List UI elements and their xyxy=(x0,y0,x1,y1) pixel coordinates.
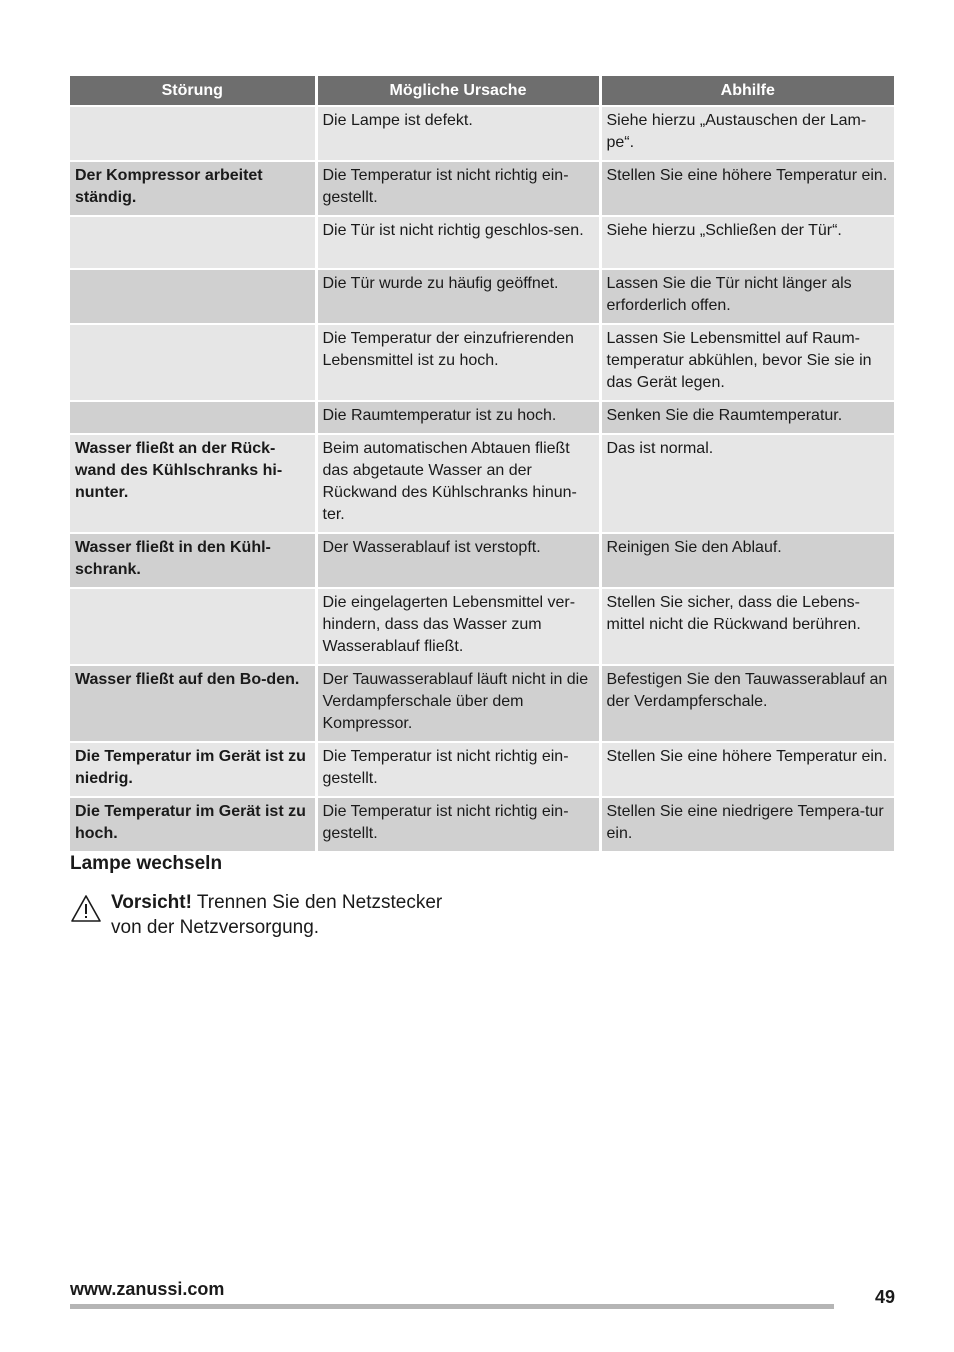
remedy-cell: Siehe hierzu „Schließen der Tür“. xyxy=(600,216,894,269)
footer-divider xyxy=(70,1304,834,1309)
table-row xyxy=(70,797,894,851)
cause-cell: Der Tauwasserablauf läuft nicht in die Verdampferschale über dem Kompressor. xyxy=(316,665,600,742)
table-row xyxy=(70,588,894,665)
remedy-cell: Stellen Sie eine höhere Temperatur ein. xyxy=(600,161,894,216)
table-row xyxy=(70,742,894,797)
page-number: 49 xyxy=(874,1287,895,1307)
cause-cell: Die Temperatur der einzufrierenden Lebensmittel ist zu hoch. xyxy=(316,324,600,401)
problem-cell: Die Temperatur im Gerät ist zu niedrig. xyxy=(70,742,316,797)
problem-cell xyxy=(70,324,316,401)
cause-cell: Die Tür ist nicht richtig geschlos-sen. xyxy=(316,216,600,269)
problem-cell xyxy=(70,106,316,161)
cause-cell: Die Temperatur ist nicht richtig ein-gestellt. xyxy=(316,742,600,797)
problem-cell: Die Temperatur im Gerät ist zu hoch. xyxy=(70,797,316,851)
table-row xyxy=(70,106,894,161)
remedy-cell: Siehe hierzu „Austauschen der Lam-pe“. xyxy=(600,106,894,161)
header-stoerung: Störung xyxy=(70,76,316,106)
remedy-cell: Stellen Sie sicher, dass die Lebens-mittel nicht die Rückwand berühren. xyxy=(600,588,894,665)
problem-cell xyxy=(70,401,316,434)
table-row xyxy=(70,216,894,269)
table-row xyxy=(70,269,894,324)
table-row xyxy=(70,665,894,742)
header-ursache: Mögliche Ursache xyxy=(316,76,600,106)
cause-cell: Beim automatischen Abtauen fließt das abgetaute Wasser an der Rückwand des Kühlschranks hinun-ter. xyxy=(316,434,600,533)
problem-cell: Wasser fließt an der Rück-wand des Kühlschranks hi-nunter. xyxy=(70,434,316,533)
table-row xyxy=(70,161,894,216)
warning-label: Vorsicht! xyxy=(111,892,192,913)
cause-cell: Der Wasserablauf ist verstopft. xyxy=(316,533,600,588)
warning-text xyxy=(111,890,471,940)
table-row xyxy=(70,401,894,434)
remedy-cell: Lassen Sie die Tür nicht länger als erforderlich offen. xyxy=(600,269,894,324)
cause-cell: Die Tür wurde zu häufig geöffnet. xyxy=(316,269,600,324)
remedy-cell: Stellen Sie eine niedrigere Tempera-tur ein. xyxy=(600,797,894,851)
table-row xyxy=(70,434,894,533)
problem-cell xyxy=(70,269,316,324)
remedy-cell: Reinigen Sie den Ablauf. xyxy=(600,533,894,588)
remedy-cell: Befestigen Sie den Tauwasserablauf an der Verdampferschale. xyxy=(600,665,894,742)
footer-website-link[interactable]: www.zanussi.com xyxy=(70,1279,225,1299)
cause-cell: Die Raumtemperatur ist zu hoch. xyxy=(316,401,600,434)
troubleshooting-table xyxy=(70,76,894,851)
section-title: Lampe wechseln xyxy=(70,853,223,874)
cause-cell: Die Lampe ist defekt. xyxy=(316,106,600,161)
problem-cell: Der Kompressor arbeitet ständig. xyxy=(70,161,316,216)
table-header-row xyxy=(70,76,894,106)
problem-cell xyxy=(70,588,316,665)
header-abhilfe: Abhilfe xyxy=(600,76,894,106)
cause-cell: Die eingelagerten Lebensmittel ver-hindern, dass das Wasser zum Wasserablauf fließt. xyxy=(316,588,600,665)
table-row xyxy=(70,533,894,588)
problem-cell: Wasser fließt auf den Bo-den. xyxy=(70,665,316,742)
cause-cell: Die Temperatur ist nicht richtig ein-gestellt. xyxy=(316,161,600,216)
warning-triangle-icon xyxy=(70,894,102,928)
problem-cell: Wasser fließt in den Kühl-schrank. xyxy=(70,533,316,588)
remedy-cell: Senken Sie die Raumtemperatur. xyxy=(600,401,894,434)
problem-cell xyxy=(70,216,316,269)
cause-cell: Die Temperatur ist nicht richtig ein-gestellt. xyxy=(316,797,600,851)
remedy-cell: Lassen Sie Lebensmittel auf Raum-temperatur abkühlen, bevor Sie sie in das Gerät legen. xyxy=(600,324,894,401)
remedy-cell: Das ist normal. xyxy=(600,434,894,533)
warning-message: Trennen Sie den Netzstecker von der Netzversorgung. xyxy=(111,892,443,938)
remedy-cell: Stellen Sie eine höhere Temperatur ein. xyxy=(600,742,894,797)
table-row xyxy=(70,324,894,401)
